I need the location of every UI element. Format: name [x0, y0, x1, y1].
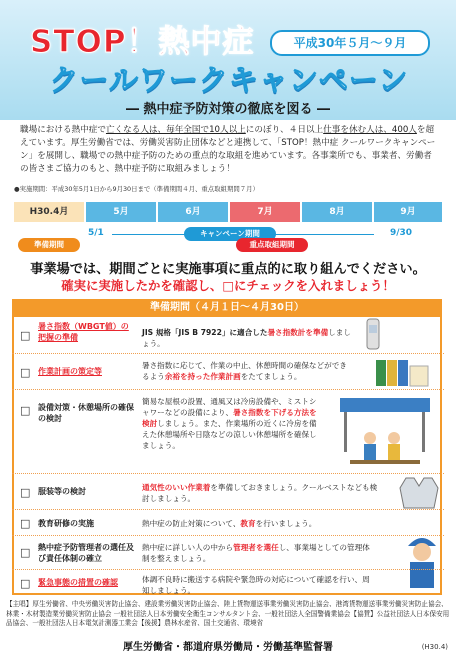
- desc-highlight: 暑さ指数計を準備: [267, 328, 329, 337]
- month-cell: 7月: [230, 202, 300, 222]
- issuer-signature: 厚生労働省・都道府県労働局・労働基準監督署: [123, 642, 333, 653]
- checklist-row: [12, 353, 444, 390]
- checklist-desc: [142, 482, 382, 504]
- checklist-item: 緊急事態の措置の確認: [38, 578, 118, 587]
- sponsors-text: 【主唱】厚生労働省、中央労働災害防止協会、建設業労働災害防止協会、陸上貨物運送事業労働災害防止協会、港湾貨物運送事業労働災害防止協会、林業・木材製造業労働災害防止協会 一般社団法人日本労働安全衛生コンサルタント会、一般社団法人全国警備業協会【協賛】公益社団法人日本保安用品協会、一般社団法人日本電気計測器工業会【後援】農林水産省、国土交通省、環境省: [6, 600, 450, 628]
- checkbox[interactable]: □: [20, 546, 31, 559]
- month-cell: 5月: [86, 202, 156, 222]
- checkbox[interactable]: □: [20, 486, 31, 499]
- checklist-item: 作業計画の策定等: [38, 367, 102, 376]
- desc-highlight: 管理者を選任: [233, 543, 279, 552]
- checkbox[interactable]: □: [20, 366, 31, 379]
- campaign-title-stop: STOP！熱中症: [30, 24, 255, 60]
- desc-text: 体調不良時に搬送する病院や緊急時の対応について確認を行い、周知しましょう。: [142, 575, 370, 595]
- desc-text: 熱中症に詳しい人の中から: [142, 543, 234, 552]
- checklist-row: [12, 317, 444, 353]
- intro-underline-1: 亡くなる人は、毎年全国で10人以上: [105, 125, 246, 135]
- month-cell: 6月: [158, 202, 228, 222]
- checklist-row: [12, 473, 444, 510]
- implementation-period: ●実施期間：平成30年5月1日から9月30日まで（準備期間４月、重点取組期間７月）: [14, 185, 259, 193]
- desc-text: を行いましょう。: [255, 519, 317, 528]
- checkbox[interactable]: □: [20, 404, 31, 417]
- checklist-row: [12, 509, 444, 536]
- month-cell: 9月: [374, 202, 442, 222]
- checklist-desc: [142, 542, 372, 564]
- checklist-desc: [142, 360, 352, 382]
- timeline-labels: [14, 228, 442, 248]
- checklist-desc: [142, 518, 352, 529]
- intro-underline-2: 仕事を休む人は、400人: [323, 125, 417, 135]
- intro-text-2: にのぼり、４日以上: [245, 125, 324, 135]
- message-line-1: 事業場では、期間ごとに実施事項に重点的に取り組んでください。: [30, 262, 426, 277]
- desc-text: 簡易な屋根の設置、通風又は冷房設備や、ミストシャワーなどの設備により、: [142, 397, 317, 417]
- document-code: (H30.4): [421, 643, 448, 651]
- cool-vest-icon: [398, 476, 440, 510]
- month-cell: H30.4月: [14, 202, 84, 222]
- desc-text: しましょう。: [142, 328, 351, 348]
- checklist-item: 設備対策・休憩場所の確保の検討: [38, 403, 134, 423]
- month-cell: 8月: [302, 202, 372, 222]
- desc-highlight: 通気性のいい作業着: [142, 483, 211, 492]
- checklist-header: 準備期間（４月１日～４月30日）: [12, 299, 442, 317]
- checkbox[interactable]: □: [20, 329, 31, 342]
- checklist-desc: [142, 327, 352, 349]
- desc-text: JIS 規格「JIS B 7922」に適合した: [142, 328, 268, 337]
- campaign-title-coolwork: クールワークキャンペーン: [49, 63, 409, 97]
- checklist-item: 服装等の検討: [38, 487, 86, 496]
- desc-text: を準備しておきましょう。クールベストなども検討しましょう。: [142, 483, 378, 503]
- desc-text: 熱中症の防止対策について、: [142, 519, 241, 528]
- desc-text: し、事業場としての管理体制を整えましょう。: [142, 543, 370, 563]
- binders-icon: [372, 356, 432, 390]
- checkbox[interactable]: □: [20, 577, 31, 590]
- desc-text: しましょう。また、作業場所の近くに冷房を備えた休憩場所や日陰などの涼しい休憩場所を確保しましょう。: [142, 419, 317, 450]
- intro-text-1: 職場における熱中症で: [20, 125, 106, 135]
- checklist-row: [12, 535, 444, 570]
- checklist-item: 熱中症予防管理者の選任及び責任体制の確立: [38, 543, 134, 563]
- message-line-2: 確実に実施したかを確認し、□にチェックを入れましょう！: [61, 278, 395, 293]
- wbgt-meter-icon: [362, 317, 384, 353]
- intro-text-3: を超えています。厚生労働省では、労働災害防止団体などと連携して、「STOP！熱中症 クールワークキャンペーン」を展開し、職場での熱中症予防のための重点的な取組を進めています。各事業所でも、事業者、労働者の皆さまご協力のもと、熱中症予防に取組みましょう！: [20, 125, 436, 174]
- prep-period-pill: 準備期間: [18, 238, 80, 252]
- checklist-item: 教育研修の実施: [38, 519, 94, 528]
- period-badge: 平成30年５月～９月: [270, 30, 430, 56]
- desc-highlight: 余裕を持った作業計画: [164, 372, 241, 381]
- checklist-row: [12, 389, 444, 474]
- checklist-desc: [142, 574, 372, 596]
- focus-period-pill: 重点取組期間: [236, 238, 308, 252]
- checklist-desc: [142, 396, 320, 451]
- checklist-item: 暑さ指数（WBGT値）の把握の準備: [38, 322, 129, 342]
- end-date: 9/30: [390, 228, 413, 238]
- campaign-period-pill: キャンペーン期間: [184, 227, 276, 241]
- desc-highlight: 暑さ指数を下げる方法を検討: [142, 408, 317, 428]
- desc-text: 暑さ指数に応じて、作業の中止、休憩時間の確保などができるよう: [142, 361, 347, 381]
- rest-area-tent-icon: [330, 394, 438, 470]
- checkbox[interactable]: □: [20, 517, 31, 530]
- subtitle: ― 熱中症予防対策の徹底を図る ―: [125, 102, 331, 117]
- desc-text: をたてましょう。: [240, 372, 302, 381]
- timeline-bar: [14, 202, 442, 224]
- desc-highlight: 教育: [240, 519, 256, 528]
- intro-paragraph: [20, 124, 438, 176]
- checklist-row: [12, 569, 444, 596]
- start-date: 5/1: [88, 228, 104, 238]
